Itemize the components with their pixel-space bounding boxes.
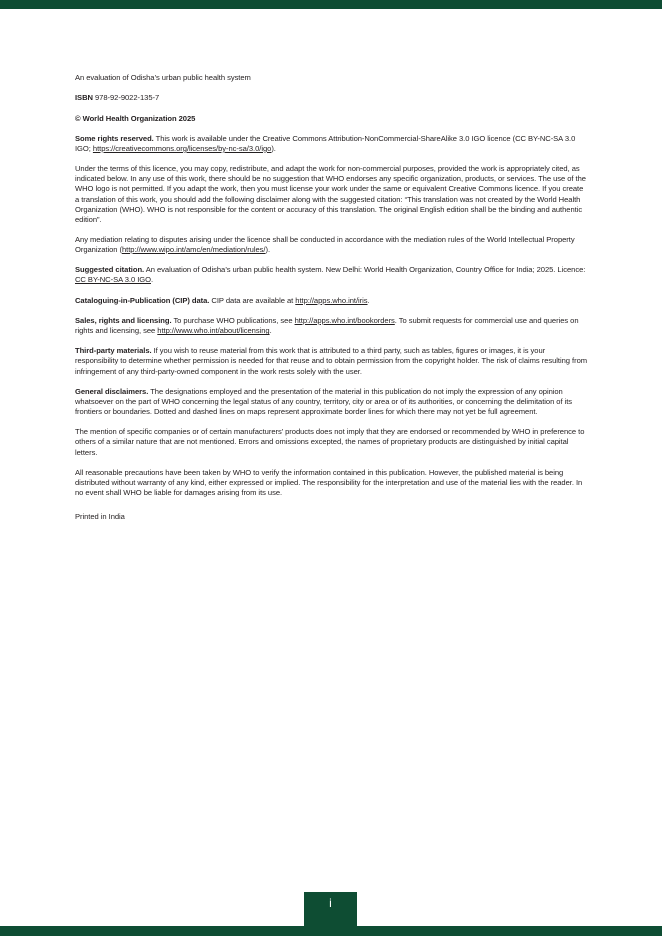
mediation-text: Any mediation relating to disputes arising under the licence shall be conducted in accordance with the mediation rules of the World Intellectual Property Organization ( [75,234,575,255]
citation-text: An evaluation of Odisha’s urban public health system. New Delhi: World Health Organization, Country Office for India; 2025. Licence: [144,265,586,275]
publication-title: An evaluation of Odisha’s urban public health system [75,73,251,82]
rights-label: Some rights reserved. [75,133,154,143]
cip-paragraph [75,296,589,306]
sales-end: . [269,326,272,336]
sales-text-2: . To submit requests for commercial use and queries on rights and licensing, see [75,316,579,336]
creative-commons-link[interactable]: https://creativecommons.org/licenses/by-nc-sa/3.0/igo [92,143,272,153]
citation-label: Suggested citation. [75,265,145,275]
copyright-line [75,114,589,124]
disclaimers-text: The designations employed and the presentation of the material in this publication do not imply the expression of any opinion whatsoever on the part of WHO concerning the legal status of any country, territory, city or area or of its authorities, or concerning the delimitation of its frontiers or boundaries. Dotted and dashed lines on maps represent approximate border lines for which there may not yet be full agreement. [75,386,573,417]
wipo-link[interactable]: http://www.wipo.int/amc/en/mediation/rules/ [122,245,266,255]
licensing-link[interactable]: http://www.who.int/about/licensing [157,326,270,336]
sales-text-1: To purchase WHO publications, see [171,316,295,325]
bottom-color-bar [0,926,662,936]
licence-link[interactable]: CC BY-NC-SA 3.0 IGO [75,275,151,285]
sales-paragraph [75,316,589,336]
citation-end: . [151,275,154,285]
companies-paragraph: The mention of specific companies or of certain manufacturers’ products does not imply that they are endorsed or recommended by WHO in preference to others of a similar nature that are not mentioned. Errors and omissions excepted, the names of proprietary products are distinguished by initial capital letters. [75,427,585,457]
iris-link[interactable]: http://apps.who.int/iris [295,295,368,305]
rights-end: ). [271,143,276,153]
mediation-end: ). [265,245,271,255]
cip-label: Cataloguing-in-Publication (CIP) data. [75,295,210,305]
cip-end: . [367,295,370,305]
disclaimers-paragraph [75,387,589,417]
cip-text: CIP data are available at [209,295,296,305]
third-party-text: If you wish to reuse material from this work that is attributed to a third party, such as tables, figures or images, it is your responsibility to determine whether permission is needed for that reuse and to obtain permission from the copyright holder. The risk of claims resulting from infringement of any third-party-owned component in the work rests solely with the user. [75,346,588,376]
top-color-bar [0,0,662,9]
isbn-value: 978-92-9022-135-7 [92,93,160,103]
citation-paragraph [75,265,589,285]
rights-text: This work is available under the Creative Commons Attribution-NonCommercial-ShareAlike 3.0 IGO licence (CC BY-NC-SA 3.0 IGO; [75,133,576,153]
isbn-label: ISBN [75,93,93,103]
bookorders-link[interactable]: http://apps.who.int/bookorders [294,316,395,325]
printed-in-line: Printed in India [75,512,125,522]
third-party-label: Third-party materials. [75,346,152,356]
isbn-line [75,93,589,103]
terms-paragraph: Under the terms of this licence, you may copy, redistribute, and adapt the work for non-commercial purposes, provided the work is appropriately cited, as indicated below. In any use of this work, there should be no suggestion that WHO endorses any specific organization, products, or services. The use of the WHO logo is not permitted. If you adapt the work, then you must license your work under the same or equivalent Creative Commons licence. If you create a translation of this work, you should add the following disclaimer along with the suggested citation: “This translation was not created by the World Health Organization (WHO). WHO is not responsible for the content or accuracy of this translation. The original English edition shall be the binding and authentic edition”. [75,164,586,224]
page-number-tab [304,892,357,926]
copyright-text: © World Health Organization 2025 [75,113,196,123]
mediation-paragraph [75,235,589,255]
precautions-paragraph: All reasonable precautions have been taken by WHO to verify the information contained in this publication. However, the published material is being distributed without warranty of any kind, either expressed or implied. The responsibility for the interpretation and use of the material lies with the reader. In no event shall WHO be liable for damages arising from its use. [75,467,583,497]
rights-paragraph [75,134,589,154]
disclaimers-label: General disclaimers. [75,386,149,396]
page-number: i [329,896,332,910]
copyright-page-content [75,73,589,532]
third-party-paragraph [75,346,589,376]
sales-label: Sales, rights and licensing. [75,316,172,325]
